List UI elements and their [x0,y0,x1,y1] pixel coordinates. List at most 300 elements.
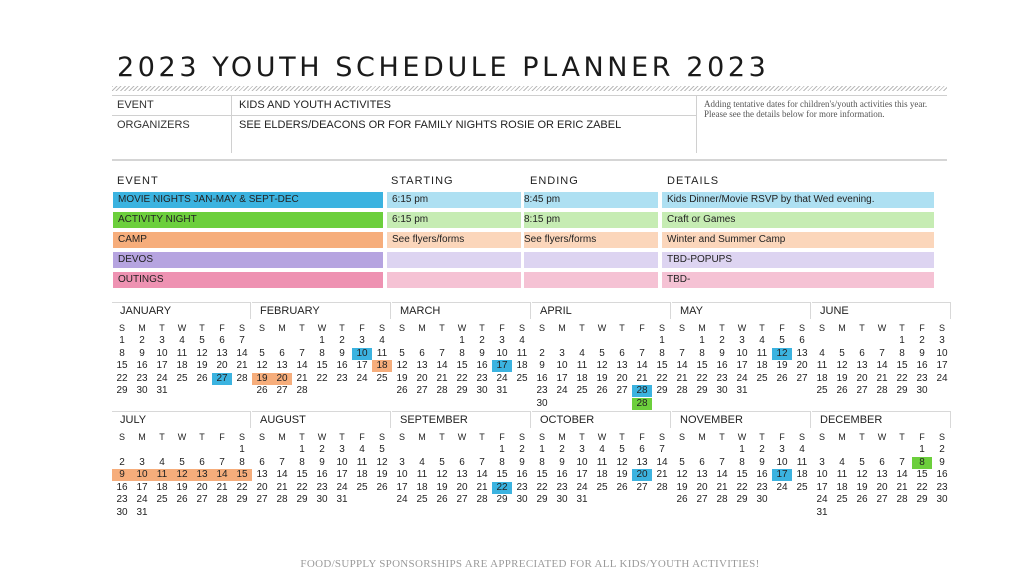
calendar-day: 14 [676,360,688,371]
calendar-day: 3 [359,335,365,346]
calendar-day: 26 [776,372,788,384]
month-name: MAY [672,302,811,319]
weekday-label: S [398,432,405,442]
month-name: SEPTEMBER [392,411,531,428]
calendar-day: 13 [876,469,888,480]
calendar-day: 17 [772,469,792,481]
calendar-day: 23 [756,481,768,493]
calendar-day: 30 [916,385,928,396]
calendar-day: 24 [556,385,568,396]
calendar-day: 18 [596,469,608,480]
calendar-day: 31 [736,385,748,396]
calendar-day: 14 [212,469,232,481]
calendar-day: 15 [456,360,468,371]
calendar-day: 18 [176,360,188,371]
calendar-october [532,411,672,521]
calendar-day: 15 [656,360,668,371]
calendar-day: 27 [696,494,708,505]
calendar-day: 13 [696,469,708,480]
weekday-label: T [759,432,765,442]
calendar-day: 23 [556,481,568,493]
calendar-day: 25 [416,494,428,505]
calendar-day: 26 [256,385,268,396]
calendar-day: 11 [576,360,588,371]
calendar-day: 20 [876,481,888,493]
calendar-day: 6 [219,335,225,346]
calendar-day: 20 [216,360,228,371]
calendar-day: 16 [336,360,348,371]
weekday-label: M [418,432,426,442]
calendar-day: 1 [919,444,925,455]
calendar-day: 3 [139,456,145,468]
calendar-day: 16 [556,469,568,480]
calendar-day: 10 [336,456,348,468]
calendar-day: 5 [679,456,685,468]
weekday-label: T [899,432,905,442]
calendar-day: 30 [316,494,328,505]
calendar-day: 23 [916,372,928,384]
weekday-label: M [558,323,566,333]
weekday-label: S [238,323,245,333]
weekday-label: S [938,323,945,333]
calendar-day: 16 [516,469,528,480]
calendar-day: 3 [939,335,945,346]
calendar-day: 30 [516,494,528,505]
calendar-day: 29 [116,385,128,396]
weekday-label: T [299,432,305,442]
calendar-june [812,302,952,412]
calendar-day: 18 [416,481,428,493]
calendar-day: 23 [336,372,348,384]
event-row-3-end [524,252,658,268]
weekday-label: F [639,323,645,333]
calendar-day: 2 [119,456,125,468]
calendar-day: 8 [239,456,245,468]
event-row-1-details: Craft or Games [662,212,934,228]
calendar-day: 15 [296,469,308,480]
weekday-label: F [919,432,925,442]
calendar-day: 4 [159,456,165,468]
calendar-day: 30 [756,494,768,505]
calendar-day: 5 [779,335,785,346]
weekday-label: T [299,323,305,333]
calendar-day: 28 [296,385,308,396]
calendar-day: 25 [356,481,368,493]
calendar-day: 27 [616,385,628,396]
weekday-label: S [658,432,665,442]
weekday-label: M [418,323,426,333]
calendar-day: 18 [816,372,828,384]
calendar-day: 5 [859,456,865,468]
calendar-day: 30 [116,506,128,518]
calendar-day: 2 [719,335,725,346]
calendar-day: 18 [156,481,168,493]
calendar-day: 31 [816,506,828,518]
calendar-day: 19 [196,360,208,371]
calendar-day: 30 [476,385,488,396]
calendar-day: 21 [636,372,648,384]
calendar-day: 27 [856,385,868,396]
calendar-day: 29 [896,385,908,396]
calendar-day: 16 [716,360,728,371]
calendar-day: 22 [916,481,928,493]
calendar-day: 9 [719,347,725,359]
calendar-day: 21 [676,372,688,384]
weekday-label: W [737,432,747,442]
calendar-day: 10 [352,348,372,360]
calendar-day: 11 [836,469,848,480]
calendar-day: 17 [156,360,168,371]
weekday-label: W [177,323,187,333]
calendar-day: 29 [916,494,928,505]
calendar-day: 28 [896,494,908,505]
calendar-day: 31 [156,385,168,396]
weekday-label: T [759,323,765,333]
weekday-label: M [558,432,566,442]
calendar-day: 26 [596,385,608,396]
calendar-day: 4 [379,335,385,346]
calendar-day: 28 [236,372,248,384]
weekday-label: T [479,432,485,442]
calendar-day: 26 [396,385,408,396]
organizers-label: ORGANIZERS [117,119,190,131]
calendar-day: 4 [599,444,605,455]
calendar-day: 6 [799,335,805,346]
calendar-august [252,411,392,521]
calendar-day: 25 [376,372,388,384]
calendar-may [672,302,812,412]
calendar-day: 10 [776,456,788,468]
weekday-label: M [698,323,706,333]
month-name: APRIL [532,302,671,319]
calendar-day: 6 [199,456,205,468]
calendar-day: 17 [336,469,348,480]
calendar-day: 1 [739,444,745,455]
calendar-day: 15 [736,469,748,480]
calendar-day: 2 [559,444,565,455]
weekday-label: S [818,432,825,442]
calendar-day: 19 [836,372,848,384]
weekday-label: S [518,432,525,442]
calendar-day: 28 [476,494,488,505]
calendar-day: 28 [276,494,288,505]
weekday-label: S [118,323,125,333]
calendar-day: 9 [559,456,565,468]
calendar-day: 29 [736,494,748,505]
calendar-day: 24 [776,481,788,493]
event-row-2-end: See flyers/forms [524,232,658,248]
calendar-day: 16 [536,372,548,384]
calendar-day: 4 [799,444,805,455]
calendar-day: 17 [136,481,148,493]
calendar-day: 4 [179,335,185,346]
weekday-label: T [899,323,905,333]
event-row-4-end [524,272,658,288]
weekday-label: F [779,323,785,333]
calendar-day: 2 [479,335,485,346]
calendar-day: 1 [119,335,125,346]
weekday-label: S [538,323,545,333]
calendar-day: 9 [919,347,925,359]
calendar-day: 22 [896,372,908,384]
calendar-day: 17 [936,360,948,371]
calendar-day: 16 [916,360,928,371]
calendar-day: 8 [119,347,125,359]
month-name: DECEMBER [812,411,951,428]
calendar-day: 8 [539,456,545,468]
calendar-day: 15 [916,469,928,480]
calendar-day: 6 [279,347,285,359]
calendar-day: 21 [296,372,308,384]
calendar-day: 22 [736,481,748,493]
calendar-day: 13 [256,469,268,480]
calendar-day: 11 [756,347,768,359]
event-row-0-start: 6:15 pm [387,192,521,208]
calendar-day: 9 [939,456,945,468]
calendar-day: 1 [699,335,705,346]
calendar-day: 23 [476,372,488,384]
calendar-day: 29 [296,494,308,505]
weekday-label: W [317,323,327,333]
calendar-day: 11 [796,456,808,468]
calendar-day: 23 [936,481,948,493]
calendar-day: 11 [516,347,528,359]
calendar-day: 4 [359,444,365,455]
calendar-day: 27 [416,385,428,396]
calendar-day: 20 [616,372,628,384]
event-row-3-details: TBD-POPUPS [662,252,934,268]
month-name: NOVEMBER [672,411,811,428]
weekday-label: S [238,432,245,442]
calendar-day: 29 [696,385,708,396]
calendar-day: 7 [659,444,665,455]
divider [696,95,697,153]
event-row-0-details: Kids Dinner/Movie RSVP by that Wed evening. [662,192,934,208]
calendar-day: 9 [112,469,132,481]
event-label: EVENT [117,99,154,111]
calendar-day: 4 [839,456,845,468]
month-name: JUNE [812,302,951,319]
calendar-day: 19 [856,481,868,493]
calendar-day: 12 [676,469,688,480]
calendar-day: 21 [656,469,668,480]
calendar-day: 14 [656,456,668,468]
weekday-label: S [798,432,805,442]
calendar-day: 20 [796,360,808,371]
event-row-4-name: OUTINGS [113,272,383,288]
weekday-label: M [278,323,286,333]
event-row-2-start: See flyers/forms [387,232,521,248]
calendar-day: 13 [636,456,648,468]
weekday-label: T [479,323,485,333]
calendar-day: 7 [479,456,485,468]
calendar-day: 28 [436,385,448,396]
weekday-label: S [678,323,685,333]
weekday-label: W [457,323,467,333]
calendar-day: 7 [719,456,725,468]
month-name: AUGUST [252,411,391,428]
calendar-day: 25 [176,372,188,384]
calendar-day: 26 [436,494,448,505]
calendar-day: 7 [899,456,905,468]
calendar-day: 3 [559,347,565,359]
calendar-day: 20 [632,469,652,481]
calendar-day: 30 [136,385,148,396]
calendar-day: 20 [196,481,208,493]
calendar-day: 16 [936,469,948,480]
weekday-label: S [678,432,685,442]
calendar-day: 8 [899,347,905,359]
calendar-day: 22 [536,481,548,493]
calendar-day: 9 [759,456,765,468]
calendar-day: 21 [276,481,288,493]
weekday-label: W [597,432,607,442]
calendar-day: 12 [396,360,408,371]
weekday-label: T [719,432,725,442]
info-table [112,95,947,155]
calendar-day: 15 [316,360,328,371]
calendar-day: 30 [556,494,568,505]
weekday-label: T [579,432,585,442]
event-row-4-start [387,272,521,288]
calendar-day: 7 [219,456,225,468]
calendar-day: 13 [616,360,628,371]
calendar-day: 21 [896,481,908,493]
calendar-day: 9 [539,360,545,371]
calendar-day-extra: 28 [632,398,652,410]
calendar-day: 5 [179,456,185,468]
weekday-label: M [138,323,146,333]
calendar-day: 25 [596,481,608,493]
calendar-day: 8 [499,456,505,468]
calendar-day: 5 [399,347,405,359]
weekday-label: W [877,432,887,442]
calendar-day: 20 [416,372,428,384]
calendar-day: 2 [939,444,945,455]
calendar-day: 11 [356,456,368,468]
calendar-day: 23 [136,372,148,384]
calendar-day: 17 [736,360,748,371]
weekday-label: W [457,432,467,442]
calendar-day: 31 [496,385,508,396]
calendar-day: 5 [619,444,625,455]
calendar-day: 16 [316,469,328,480]
calendar-day: 2 [759,444,765,455]
event-row-1-name: ACTIVITY NIGHT [113,212,383,228]
calendar-day: 8 [699,347,705,359]
calendar-day: 14 [476,469,488,480]
weekday-label: S [378,323,385,333]
calendar-day: 26 [836,385,848,396]
weekday-label: T [339,323,345,333]
calendar-day: 28 [876,385,888,396]
calendar-day: 12 [196,347,208,359]
calendar-day: 10 [496,347,508,359]
calendar-day: 9 [319,456,325,468]
calendar-day: 19 [436,481,448,493]
calendar-day: 20 [696,481,708,493]
title-divider [112,86,947,91]
calendar-day: 27 [876,494,888,505]
calendar-day: 12 [596,360,608,371]
calendar-day: 8 [912,457,932,469]
calendar-day: 11 [816,360,828,371]
calendar-day: 17 [356,360,368,371]
calendar-day: 2 [339,335,345,346]
calendar-day: 5 [839,347,845,359]
calendar-day: 15 [536,469,548,480]
calendar-day: 19 [176,481,188,493]
calendar-day: 30 [716,385,728,396]
calendar-day: 10 [576,456,588,468]
weekday-label: F [919,323,925,333]
calendar-day: 6 [859,347,865,359]
event-row-0-name: MOVIE NIGHTS JAN-MAY & SEPT-DEC [113,192,383,208]
calendar-day: 1 [499,444,505,455]
calendar-day: 3 [159,335,165,346]
footer-note: FOOD/SUPPLY SPONSORSHIPS ARE APPRECIATED FOR ALL KIDS/YOUTH ACTIVITIES! [300,558,760,570]
calendar-day: 11 [596,456,608,468]
calendar-day: 25 [156,494,168,505]
calendar-day: 19 [776,360,788,371]
calendar-day: 14 [636,360,648,371]
weekday-label: F [779,432,785,442]
weekday-label: W [317,432,327,442]
calendar-day: 19 [676,481,688,493]
calendar-day: 5 [259,347,265,359]
calendar-day: 1 [319,335,325,346]
calendar-day: 29 [496,494,508,505]
calendar-day: 20 [856,372,868,384]
calendar-day: 12 [256,360,268,371]
calendar-day: 13 [192,469,212,481]
calendar-day: 24 [576,481,588,493]
weekday-label: F [499,323,505,333]
section-divider [112,159,947,161]
calendar-day: 23 [536,385,548,396]
calendar-day: 28 [632,385,652,397]
calendar-day: 6 [419,347,425,359]
calendar-day: 18 [756,360,768,371]
calendar-day: 10 [816,469,828,480]
calendar-day: 3 [819,456,825,468]
calendar-day: 21 [876,372,888,384]
calendar-day: 14 [296,360,308,371]
calendar-day: 19 [616,469,628,480]
calendar-day: 1 [459,335,465,346]
calendar-day: 15 [232,469,252,481]
calendar-day: 15 [496,469,508,480]
divider [231,95,232,153]
divider [112,115,696,116]
calendar-day: 30 [936,494,948,505]
calendar-day: 6 [879,456,885,468]
calendar-day: 27 [796,372,808,384]
calendar-day: 16 [136,360,148,371]
calendar-day: 7 [239,335,245,346]
weekday-label: M [138,432,146,442]
calendar-day: 7 [439,347,445,359]
calendar-day: 29 [656,385,668,396]
calendar-day: 6 [619,347,625,359]
calendar-day: 31 [576,494,588,505]
weekday-label: T [579,323,585,333]
weekday-label: F [639,432,645,442]
calendar-day: 23 [116,494,128,505]
calendar-day: 31 [136,506,148,518]
month-name: MARCH [392,302,531,319]
calendar-day: 14 [276,469,288,480]
